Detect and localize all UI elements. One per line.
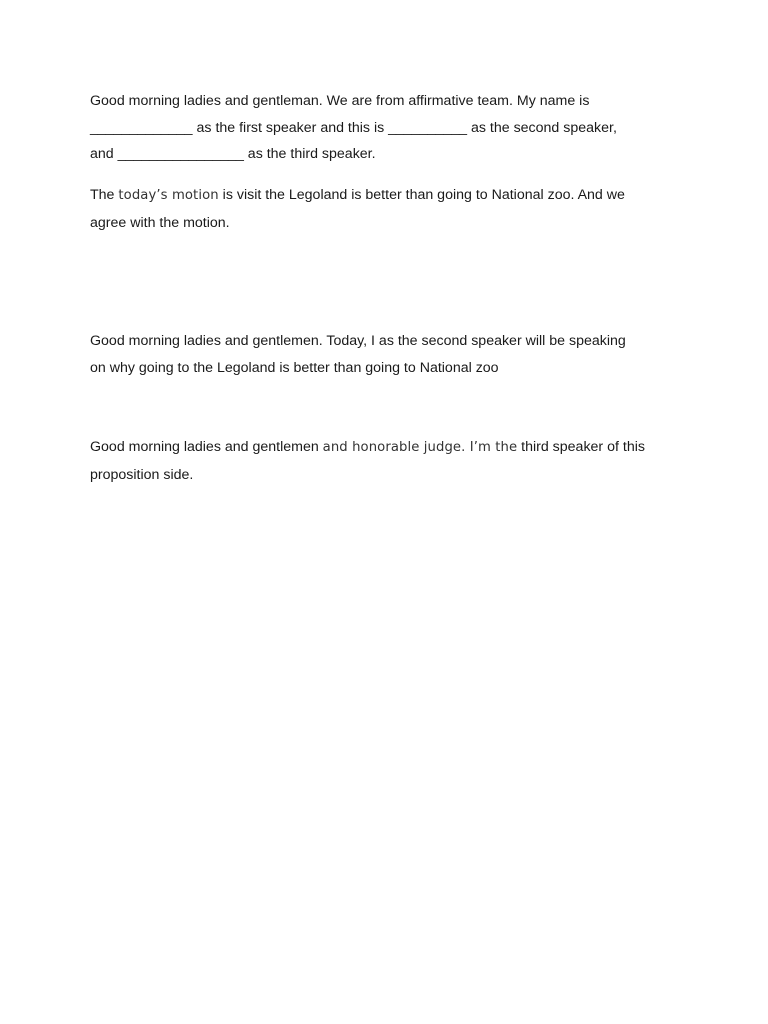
paragraph-motion: [90, 182, 690, 236]
text-segment: is visit the Legoland is better than going to National zoo. And we: [218, 187, 625, 203]
text-segment-alt-font: and honorable judge. I’m the: [322, 440, 518, 455]
text-line: _____________ as the first speaker and this is __________ as the second speaker,: [90, 119, 617, 136]
text-line: [90, 434, 690, 462]
text-line: on why going to the Legoland is better than going to National zoo: [90, 359, 499, 376]
text-segment-alt-font: today’s motion: [118, 188, 219, 203]
paragraph-second-speaker: [90, 328, 690, 381]
text-segment: third speaker of this: [517, 439, 645, 455]
text-segment: The: [90, 187, 119, 203]
text-line: [90, 182, 690, 210]
paragraph-introduction: [90, 88, 690, 168]
text-line: agree with the motion.: [90, 214, 230, 231]
text-line: Good morning ladies and gentleman. We are from affirmative team. My name is: [90, 93, 590, 109]
text-line: and ________________ as the third speaker.: [90, 146, 376, 162]
text-line: proposition side.: [90, 466, 194, 483]
paragraph-third-speaker: [90, 434, 690, 488]
text-line: Good morning ladies and gentlemen. Today, I as the second speaker will be speaking: [90, 333, 626, 349]
text-segment: Good morning ladies and gentlemen: [90, 439, 323, 455]
